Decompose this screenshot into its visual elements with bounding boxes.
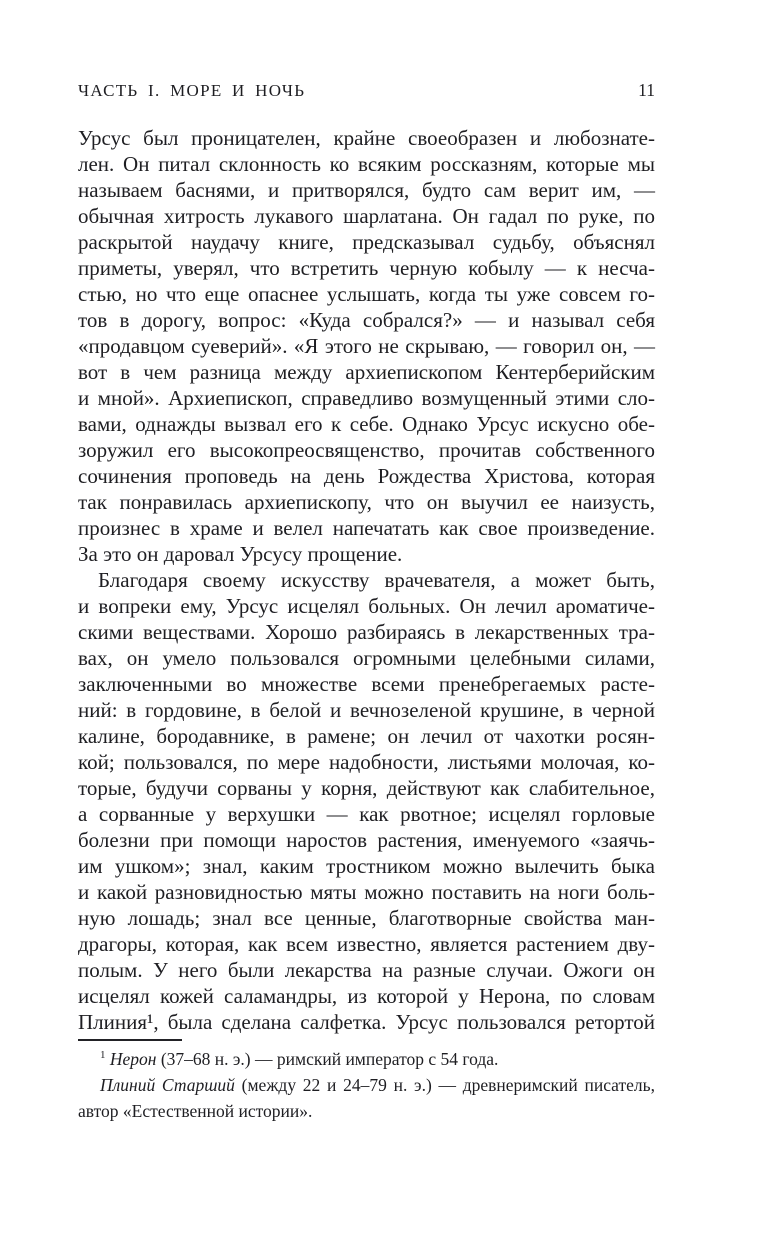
text-line: а сорванные у верхушки — как рвотное; исцелял горловые xyxy=(78,802,655,826)
footnote-line: автор «Естественной истории». xyxy=(78,1101,313,1121)
text-line: заключенными во множестве всеми пренебрегаемых расте- xyxy=(78,672,655,696)
text-line: вах, он умело пользовался огромными целебными силами, xyxy=(78,646,655,670)
footnote-divider xyxy=(78,1039,182,1041)
text-line: За это он даровал Урсусу прощение. xyxy=(78,542,403,566)
text-line: сочинения проповедь на день Рождества Христова, которая xyxy=(78,464,655,488)
text-line: называем баснями, и притворялся, будто сам верит им, — xyxy=(78,178,655,202)
text-line: зоружил его высокопреосвященство, прочитав собственного xyxy=(78,438,655,462)
text-line: и какой разновидностью мяты можно поставить на ноги боль- xyxy=(78,880,655,904)
text-line: болезни при помощи наростов растения, именуемого «заячь- xyxy=(78,828,655,852)
text-line: Благодаря своему искусству врачевателя, а может быть, xyxy=(98,568,655,592)
text-line: «продавцом суеверий». «Я этого не скрываю, — говорил он, — xyxy=(78,334,655,358)
footnote-term: Плиний Старший xyxy=(100,1075,235,1095)
text-line: и мной». Архиепископ, справедливо возмущенный этими сло- xyxy=(78,386,655,410)
text-line: вот в чем разница между архиепископом Кентерберийским xyxy=(78,360,655,384)
footnote-line: Плиний Старший (между 22 и 24–79 н. э.) — древнеримский писатель, xyxy=(100,1075,655,1095)
paragraph xyxy=(78,567,655,1035)
text-line: скими веществами. Хорошо разбираясь в лекарственных тра- xyxy=(78,620,655,644)
running-title: ЧАСТЬ I. МОРЕ И НОЧЬ xyxy=(78,81,306,100)
text-line: им ушком»; знал, каким тростником можно вылечить быка xyxy=(78,854,655,878)
text-line: Урсус был проницателен, крайне своеобразен и любознате- xyxy=(78,126,655,150)
text-line: полым. У него были лекарства на разные случаи. Ожоги он xyxy=(78,958,655,982)
text-line: калине, бородавнике, в рамене; он лечил от чахотки росян- xyxy=(78,724,655,748)
text-line: тов в дорогу, вопрос: «Куда собрался?» — и называл себя xyxy=(78,308,655,332)
text-line: торые, будучи сорваны у корня, действуют как слабительное, xyxy=(78,776,655,800)
text-line: произнес в храме и велел напечатать как свое произведение. xyxy=(78,516,655,540)
text-line: ную лошадь; знал все ценные, благотворные свойства ман- xyxy=(78,906,655,930)
running-header xyxy=(78,80,655,101)
text-line: так понравилась архиепископу, что он выучил ее наизусть, xyxy=(78,490,655,514)
text-line: ний: в гордовине, в белой и вечнозеленой крушине, в черной xyxy=(78,698,655,722)
text-line: исцелял кожей саламандры, из которой у Нерона, по словам xyxy=(78,984,655,1008)
text-line: лен. Он питал склонность ко всяким россказням, которые мы xyxy=(78,152,655,176)
text-line: драгоры, которая, как всем известно, является растением дву- xyxy=(78,932,655,956)
text-line: стью, но что еще опаснее услышать, когда ты уже совсем го- xyxy=(78,282,655,306)
text-line: кой; пользовался, по мере надобности, листьями молочая, ко- xyxy=(78,750,655,774)
footnote-term: Нерон xyxy=(109,1049,157,1069)
text-line: Плиния¹, была сделана салфетка. Урсус пользовался ретортой xyxy=(78,1010,655,1034)
text-line: вами, однажды вызвал его к себе. Однако Урсус искусно обе- xyxy=(78,412,655,436)
text-line: раскрытой наудачу книге, предсказывал судьбу, объяснял xyxy=(78,230,655,254)
body-text xyxy=(78,125,655,1035)
text-line: приметы, уверял, что встретить черную кобылу — к несча- xyxy=(78,256,655,280)
text-line: и вопреки ему, Урсус исцелял больных. Он лечил ароматиче- xyxy=(78,594,655,618)
page-number: 11 xyxy=(638,80,655,100)
footnotes xyxy=(78,1046,655,1124)
footnote-line: $^1$ Нерон (37–68 н. э.) — римский император с 54 года. xyxy=(100,1049,499,1069)
footnote-marker: 1 xyxy=(100,1049,106,1062)
text-line: обычная хитрость лукавого шарлатана. Он гадал по руке, по xyxy=(78,204,655,228)
paragraph xyxy=(78,125,655,567)
